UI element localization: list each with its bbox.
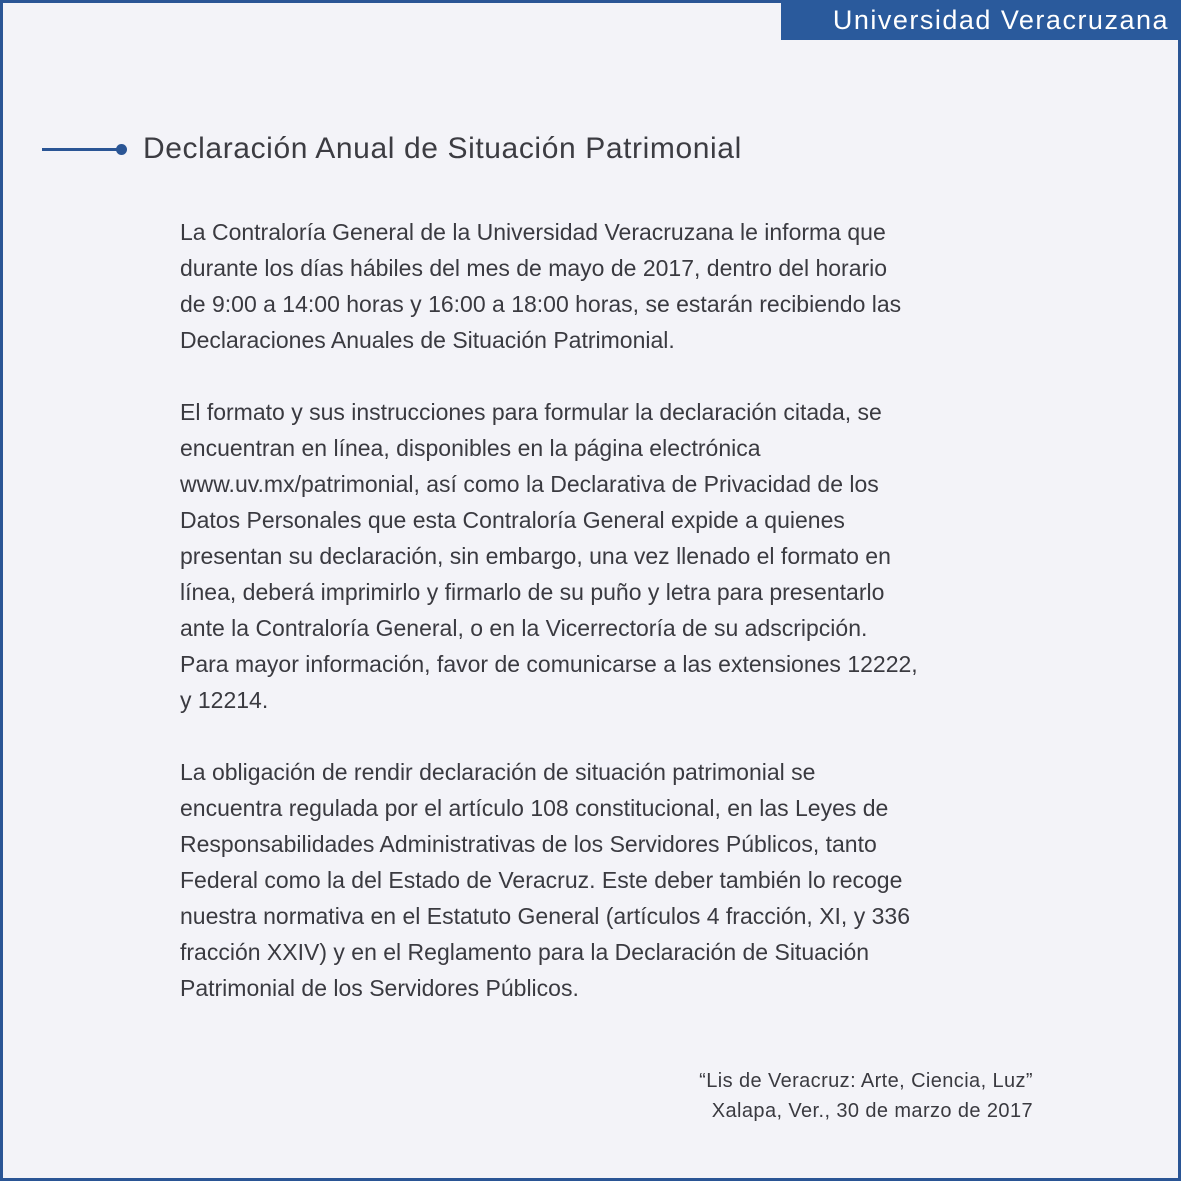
text-line: nuestra normativa en el Estatuto General (artículos 4 fracción, XI, y 336 [180, 903, 910, 929]
university-name: Universidad Veracruzana [832, 4, 1169, 35]
text-line: de 9:00 a 14:00 horas y 16:00 a 18:00 horas, se estarán recibiendo las [180, 291, 902, 317]
notice-body [180, 214, 1000, 1042]
section-heading [42, 132, 742, 166]
text-line: Responsabilidades Administrativas de los Servidores Públicos, tanto [180, 831, 877, 857]
text-line: Datos Personales que esta Contraloría General expide a quienes [180, 507, 845, 533]
page-title: Declaración Anual de Situación Patrimonial [143, 132, 742, 165]
text-line: La Contraloría General de la Universidad Veracruzana le informa que [180, 219, 886, 245]
place-and-date: Xalapa, Ver., 30 de marzo de 2017 [711, 1100, 1033, 1122]
university-motto: “Lis de Veracruz: Arte, Ciencia, Luz” [699, 1070, 1033, 1092]
text-line: encuentran en línea, disponibles en la página electrónica [180, 435, 761, 461]
text-line: www.uv.mx/patrimonial, así como la Declarativa de Privacidad de los [180, 471, 879, 497]
heading-line-decoration [42, 148, 118, 151]
text-line: encuentra regulada por el artículo 108 constitucional, en las Leyes de [180, 795, 889, 821]
text-line: El formato y sus instrucciones para formular la declaración citada, se [180, 399, 882, 425]
heading-bullet-icon [116, 144, 127, 155]
text-line: línea, deberá imprimirlo y firmarlo de su puño y letra para presentarlo [180, 579, 885, 605]
text-line: durante los días hábiles del mes de mayo de 2017, dentro del horario [180, 255, 888, 281]
paragraph-instructions [180, 394, 1000, 718]
university-banner [781, 0, 1181, 40]
text-line: Patrimonial de los Servidores Públicos. [180, 975, 579, 1001]
text-line: y 12214. [180, 687, 269, 713]
paragraph-legal-basis [180, 754, 1000, 1006]
text-line: La obligación de rendir declaración de situación patrimonial se [180, 759, 816, 785]
closing-block [699, 1066, 1033, 1126]
text-line: Federal como la del Estado de Veracruz. Este deber también lo recoge [180, 867, 903, 893]
text-line: fracción XXIV) y en el Reglamento para la Declaración de Situación [180, 939, 870, 965]
paragraph-schedule [180, 214, 1000, 358]
text-line: ante la Contraloría General, o en la Vicerrectoría de su adscripción. [180, 615, 868, 641]
text-line: presentan su declaración, sin embargo, una vez llenado el formato en [180, 543, 891, 569]
text-line: Para mayor información, favor de comunicarse a las extensiones 12222, [180, 651, 918, 677]
text-line: Declaraciones Anuales de Situación Patrimonial. [180, 327, 675, 353]
